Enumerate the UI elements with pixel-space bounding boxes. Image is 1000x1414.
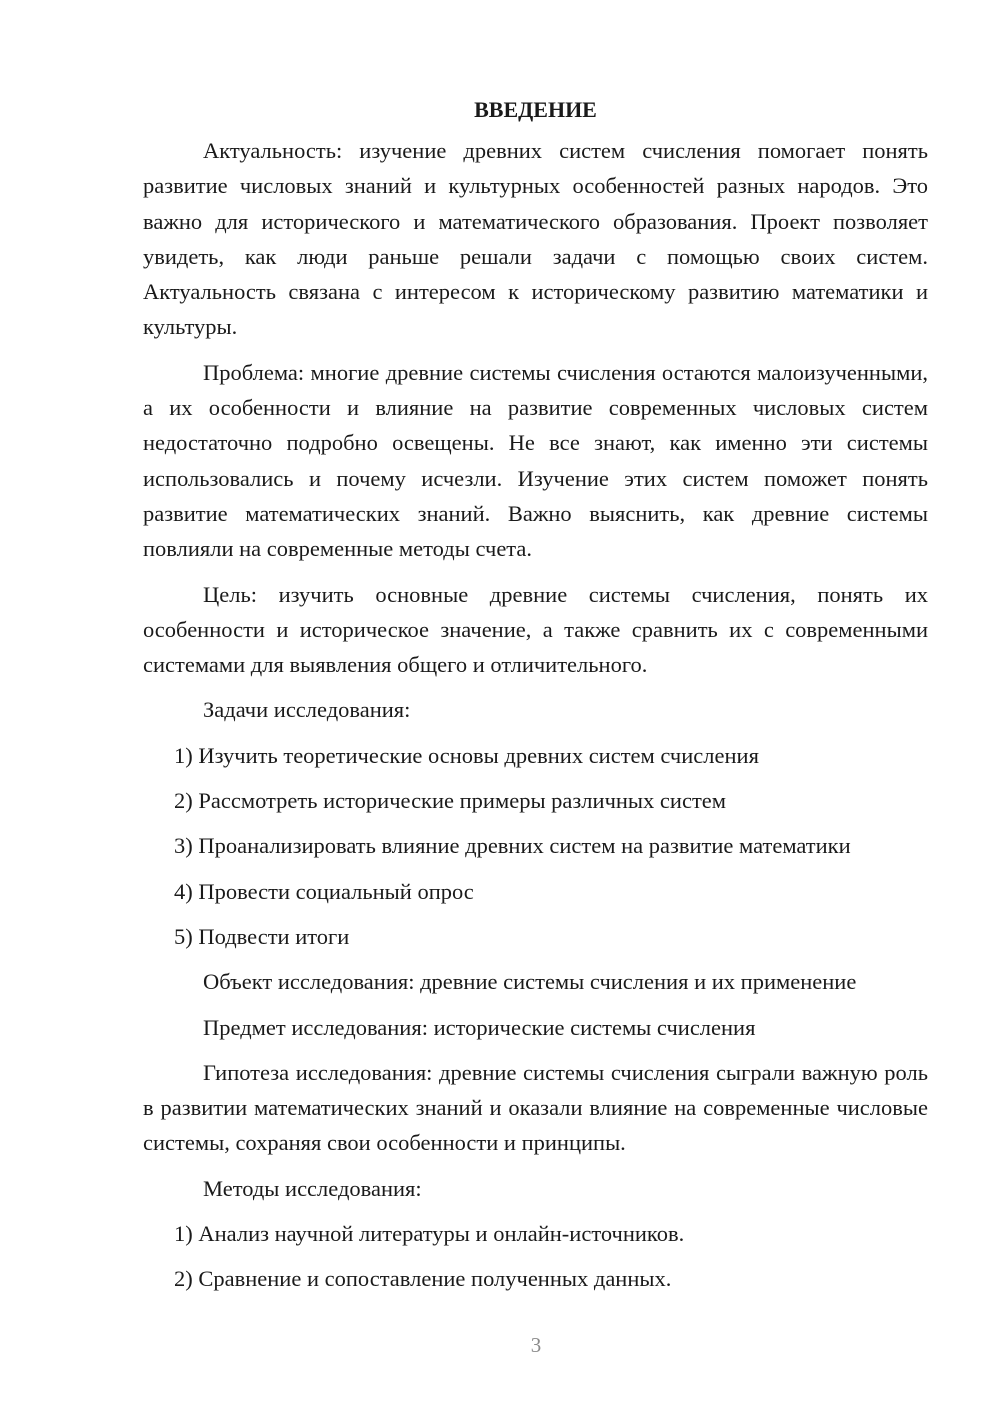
methods-list — [143, 1216, 928, 1297]
list-item: 2) Рассмотреть исторические примеры различных систем — [174, 788, 726, 814]
research-object: Объект исследования: древние системы счисления и их применение — [203, 969, 857, 995]
document-page — [143, 92, 928, 1307]
list-item: 2) Сравнение и сопоставление полученных данных. — [174, 1266, 672, 1292]
list-item: 4) Провести социальный опрос — [174, 878, 474, 904]
list-item: 3) Проанализировать влияние древних систем на развитие математики — [174, 833, 851, 859]
page-number: 3 — [530, 1333, 542, 1357]
research-subject: Предмет исследования: исторические системы счисления — [203, 1014, 756, 1040]
tasks-heading: Задачи исследования: — [203, 697, 411, 723]
problem-paragraph: Проблема: многие древние системы счисления остаются малоизученными, а их особенности и влияние на развитие современных числовых систем недостаточно подробно освещены. Не все знают, как именно эти системы использовались и почему исчезли. Изучение этих систем поможет понять развитие математических знаний. Важно выяснить, как древние системы повлияли на современные методы счета. — [143, 359, 928, 562]
section-title: ВВЕДЕНИЕ — [474, 97, 597, 122]
methods-heading: Методы исследования: — [203, 1175, 422, 1201]
list-item: 1) Анализ научной литературы и онлайн-источников. — [174, 1221, 685, 1247]
list-item: 1) Изучить теоретические основы древних систем счисления — [174, 742, 759, 768]
hypothesis-paragraph: Гипотеза исследования: древние системы счисления сыграли важную роль в развитии математических знаний и оказали влияние на современные числовые системы, сохраняя свои особенности и принципы. — [143, 1059, 928, 1156]
tasks-list — [143, 738, 928, 954]
goal-paragraph: Цель: изучить основные древние системы счисления, понять их особенности и историческое значение, а также сравнить их с современными системами для выявления общего и отличительного. — [143, 581, 928, 678]
relevance-paragraph: Актуальность: изучение древних систем счисления помогает понять развитие числовых знаний и культурных особенностей разных народов. Это важно для исторического и математического образования. Проект позволяет увидеть, как люди раньше решали задачи с помощью своих систем. Актуальность связана с интересом к историческому развитию математики и культуры. — [143, 138, 928, 340]
list-item: 5) Подвести итоги — [174, 923, 350, 949]
